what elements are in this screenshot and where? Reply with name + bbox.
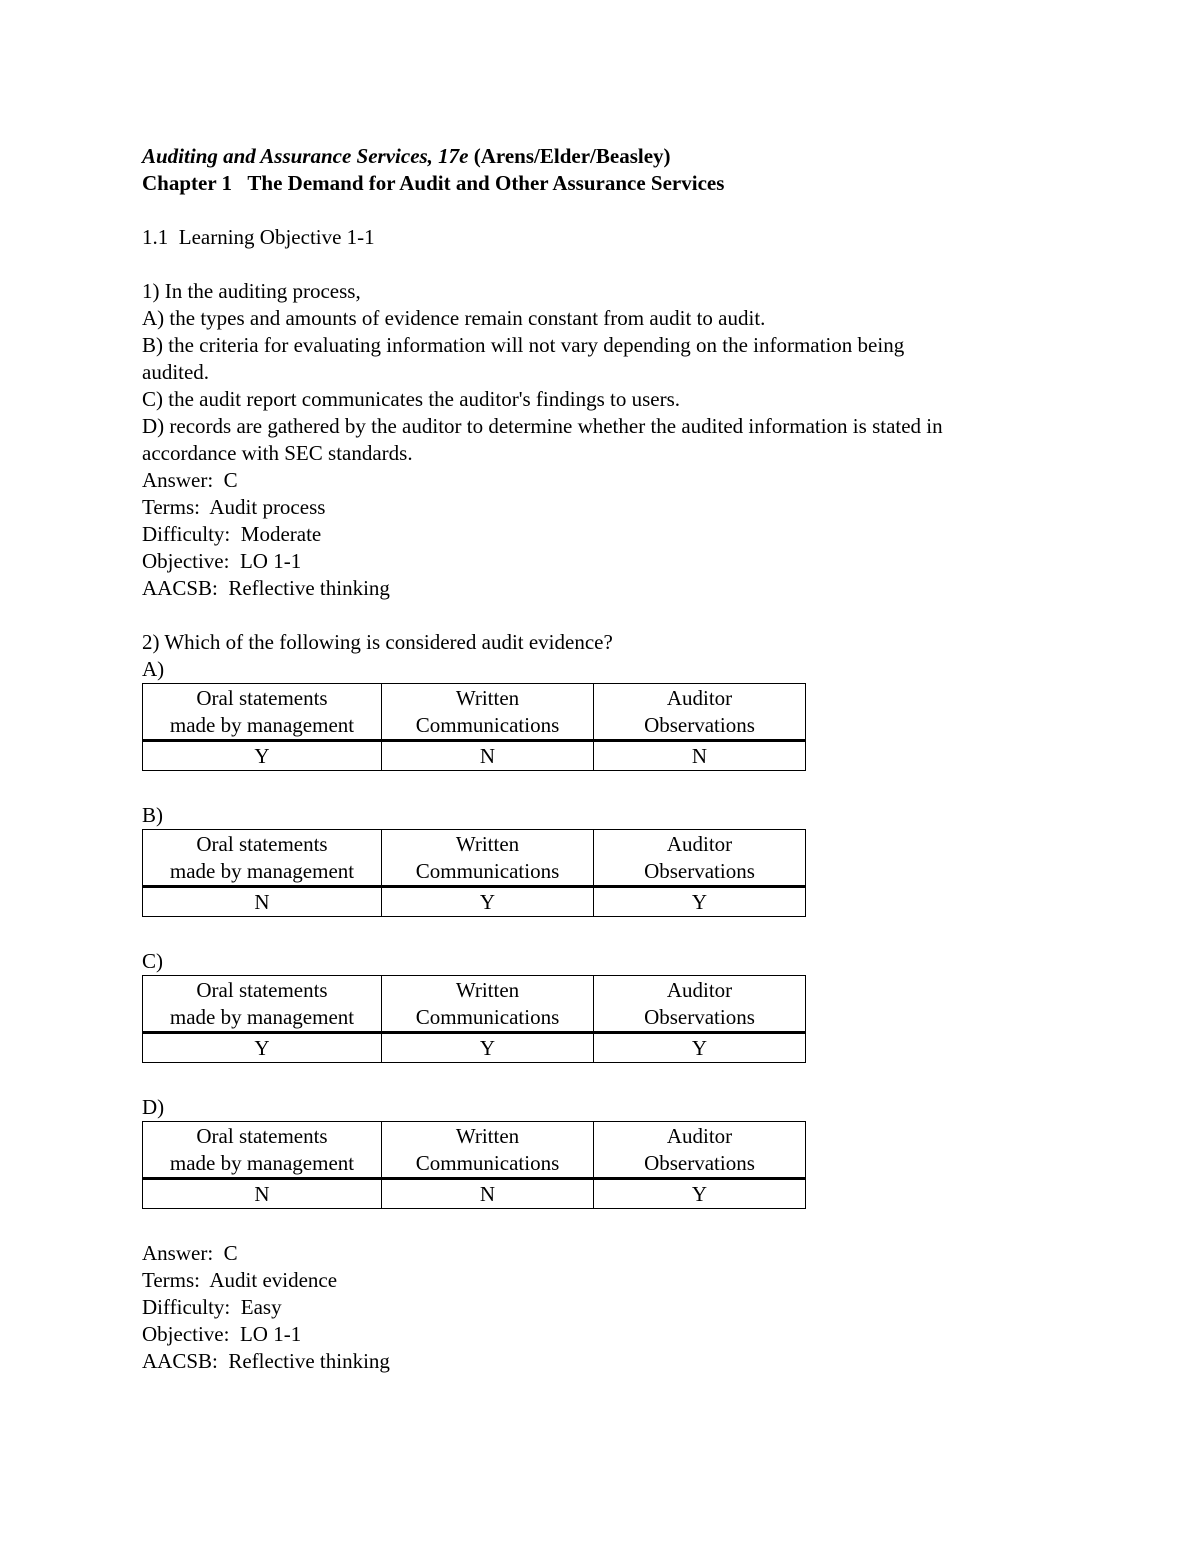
q1-choice-d: D) records are gathered by the auditor to determine whether the audited information is stated in bbox=[142, 414, 943, 438]
q1-choice-d-cont: accordance with SEC standards. bbox=[142, 441, 413, 465]
option-table bbox=[142, 1121, 806, 1209]
q2-terms: Terms: Audit evidence bbox=[142, 1268, 338, 1292]
option-label: D) bbox=[142, 1095, 165, 1119]
header-auditor-observations: Auditor Observations bbox=[594, 684, 806, 741]
value-observations: Y bbox=[594, 887, 806, 917]
q2-objective: Objective: LO 1-1 bbox=[142, 1322, 302, 1346]
q2-difficulty: Difficulty: Easy bbox=[142, 1295, 282, 1319]
header-auditor-observations: Auditor Observations bbox=[594, 1122, 806, 1179]
header-written-communications: Written Communications bbox=[382, 1122, 594, 1179]
option-label: C) bbox=[142, 949, 163, 973]
value-written: N bbox=[382, 1179, 594, 1209]
q1-aacsb: AACSB: Reflective thinking bbox=[142, 576, 390, 600]
q1-choice-b-cont: audited. bbox=[142, 360, 210, 384]
q1-answer: Answer: C bbox=[142, 468, 238, 492]
q2-answer: Answer: C bbox=[142, 1241, 238, 1265]
value-observations: Y bbox=[594, 1033, 806, 1063]
q2-option-a bbox=[142, 656, 1062, 771]
option-table bbox=[142, 829, 806, 917]
book-authors: (Arens/Elder/Beasley) bbox=[468, 144, 671, 168]
value-oral: N bbox=[143, 1179, 382, 1209]
header-auditor-observations: Auditor Observations bbox=[594, 976, 806, 1033]
header-oral-statements: Oral statements made by management bbox=[143, 1122, 382, 1179]
header-oral-statements: Oral statements made by management bbox=[143, 830, 382, 887]
document-page bbox=[142, 143, 1062, 1375]
value-written: Y bbox=[382, 887, 594, 917]
document-header bbox=[142, 143, 1062, 170]
book-title: Auditing and Assurance Services, 17e bbox=[142, 144, 469, 168]
option-label: A) bbox=[142, 657, 165, 681]
value-oral: Y bbox=[143, 741, 382, 771]
q2-option-d bbox=[142, 1094, 1062, 1209]
value-written: N bbox=[382, 741, 594, 771]
header-auditor-observations: Auditor Observations bbox=[594, 830, 806, 887]
value-observations: N bbox=[594, 741, 806, 771]
q2-stem: 2) Which of the following is considered audit evidence? bbox=[142, 630, 613, 654]
option-table bbox=[142, 683, 806, 771]
q1-choice-b: B) the criteria for evaluating information will not vary depending on the information being bbox=[142, 333, 905, 357]
q2-aacsb: AACSB: Reflective thinking bbox=[142, 1349, 390, 1373]
option-table bbox=[142, 975, 806, 1063]
section-heading: 1.1 Learning Objective 1-1 bbox=[142, 225, 375, 249]
q1-choice-a: A) the types and amounts of evidence remain constant from audit to audit. bbox=[142, 306, 766, 330]
value-observations: Y bbox=[594, 1179, 806, 1209]
option-label: B) bbox=[142, 803, 163, 827]
value-written: Y bbox=[382, 1033, 594, 1063]
header-written-communications: Written Communications bbox=[382, 830, 594, 887]
header-written-communications: Written Communications bbox=[382, 976, 594, 1033]
header-oral-statements: Oral statements made by management bbox=[143, 976, 382, 1033]
q2-option-b bbox=[142, 802, 1062, 917]
header-written-communications: Written Communications bbox=[382, 684, 594, 741]
q1-difficulty: Difficulty: Moderate bbox=[142, 522, 322, 546]
q1-terms: Terms: Audit process bbox=[142, 495, 326, 519]
value-oral: Y bbox=[143, 1033, 382, 1063]
header-oral-statements: Oral statements made by management bbox=[143, 684, 382, 741]
q2-option-c bbox=[142, 948, 1062, 1063]
value-oral: N bbox=[143, 887, 382, 917]
chapter-title: Chapter 1 The Demand for Audit and Other Assurance Services bbox=[142, 171, 725, 195]
q1-stem: 1) In the auditing process, bbox=[142, 279, 361, 303]
q1-objective: Objective: LO 1-1 bbox=[142, 549, 302, 573]
q1-choice-c: C) the audit report communicates the auditor's findings to users. bbox=[142, 387, 681, 411]
